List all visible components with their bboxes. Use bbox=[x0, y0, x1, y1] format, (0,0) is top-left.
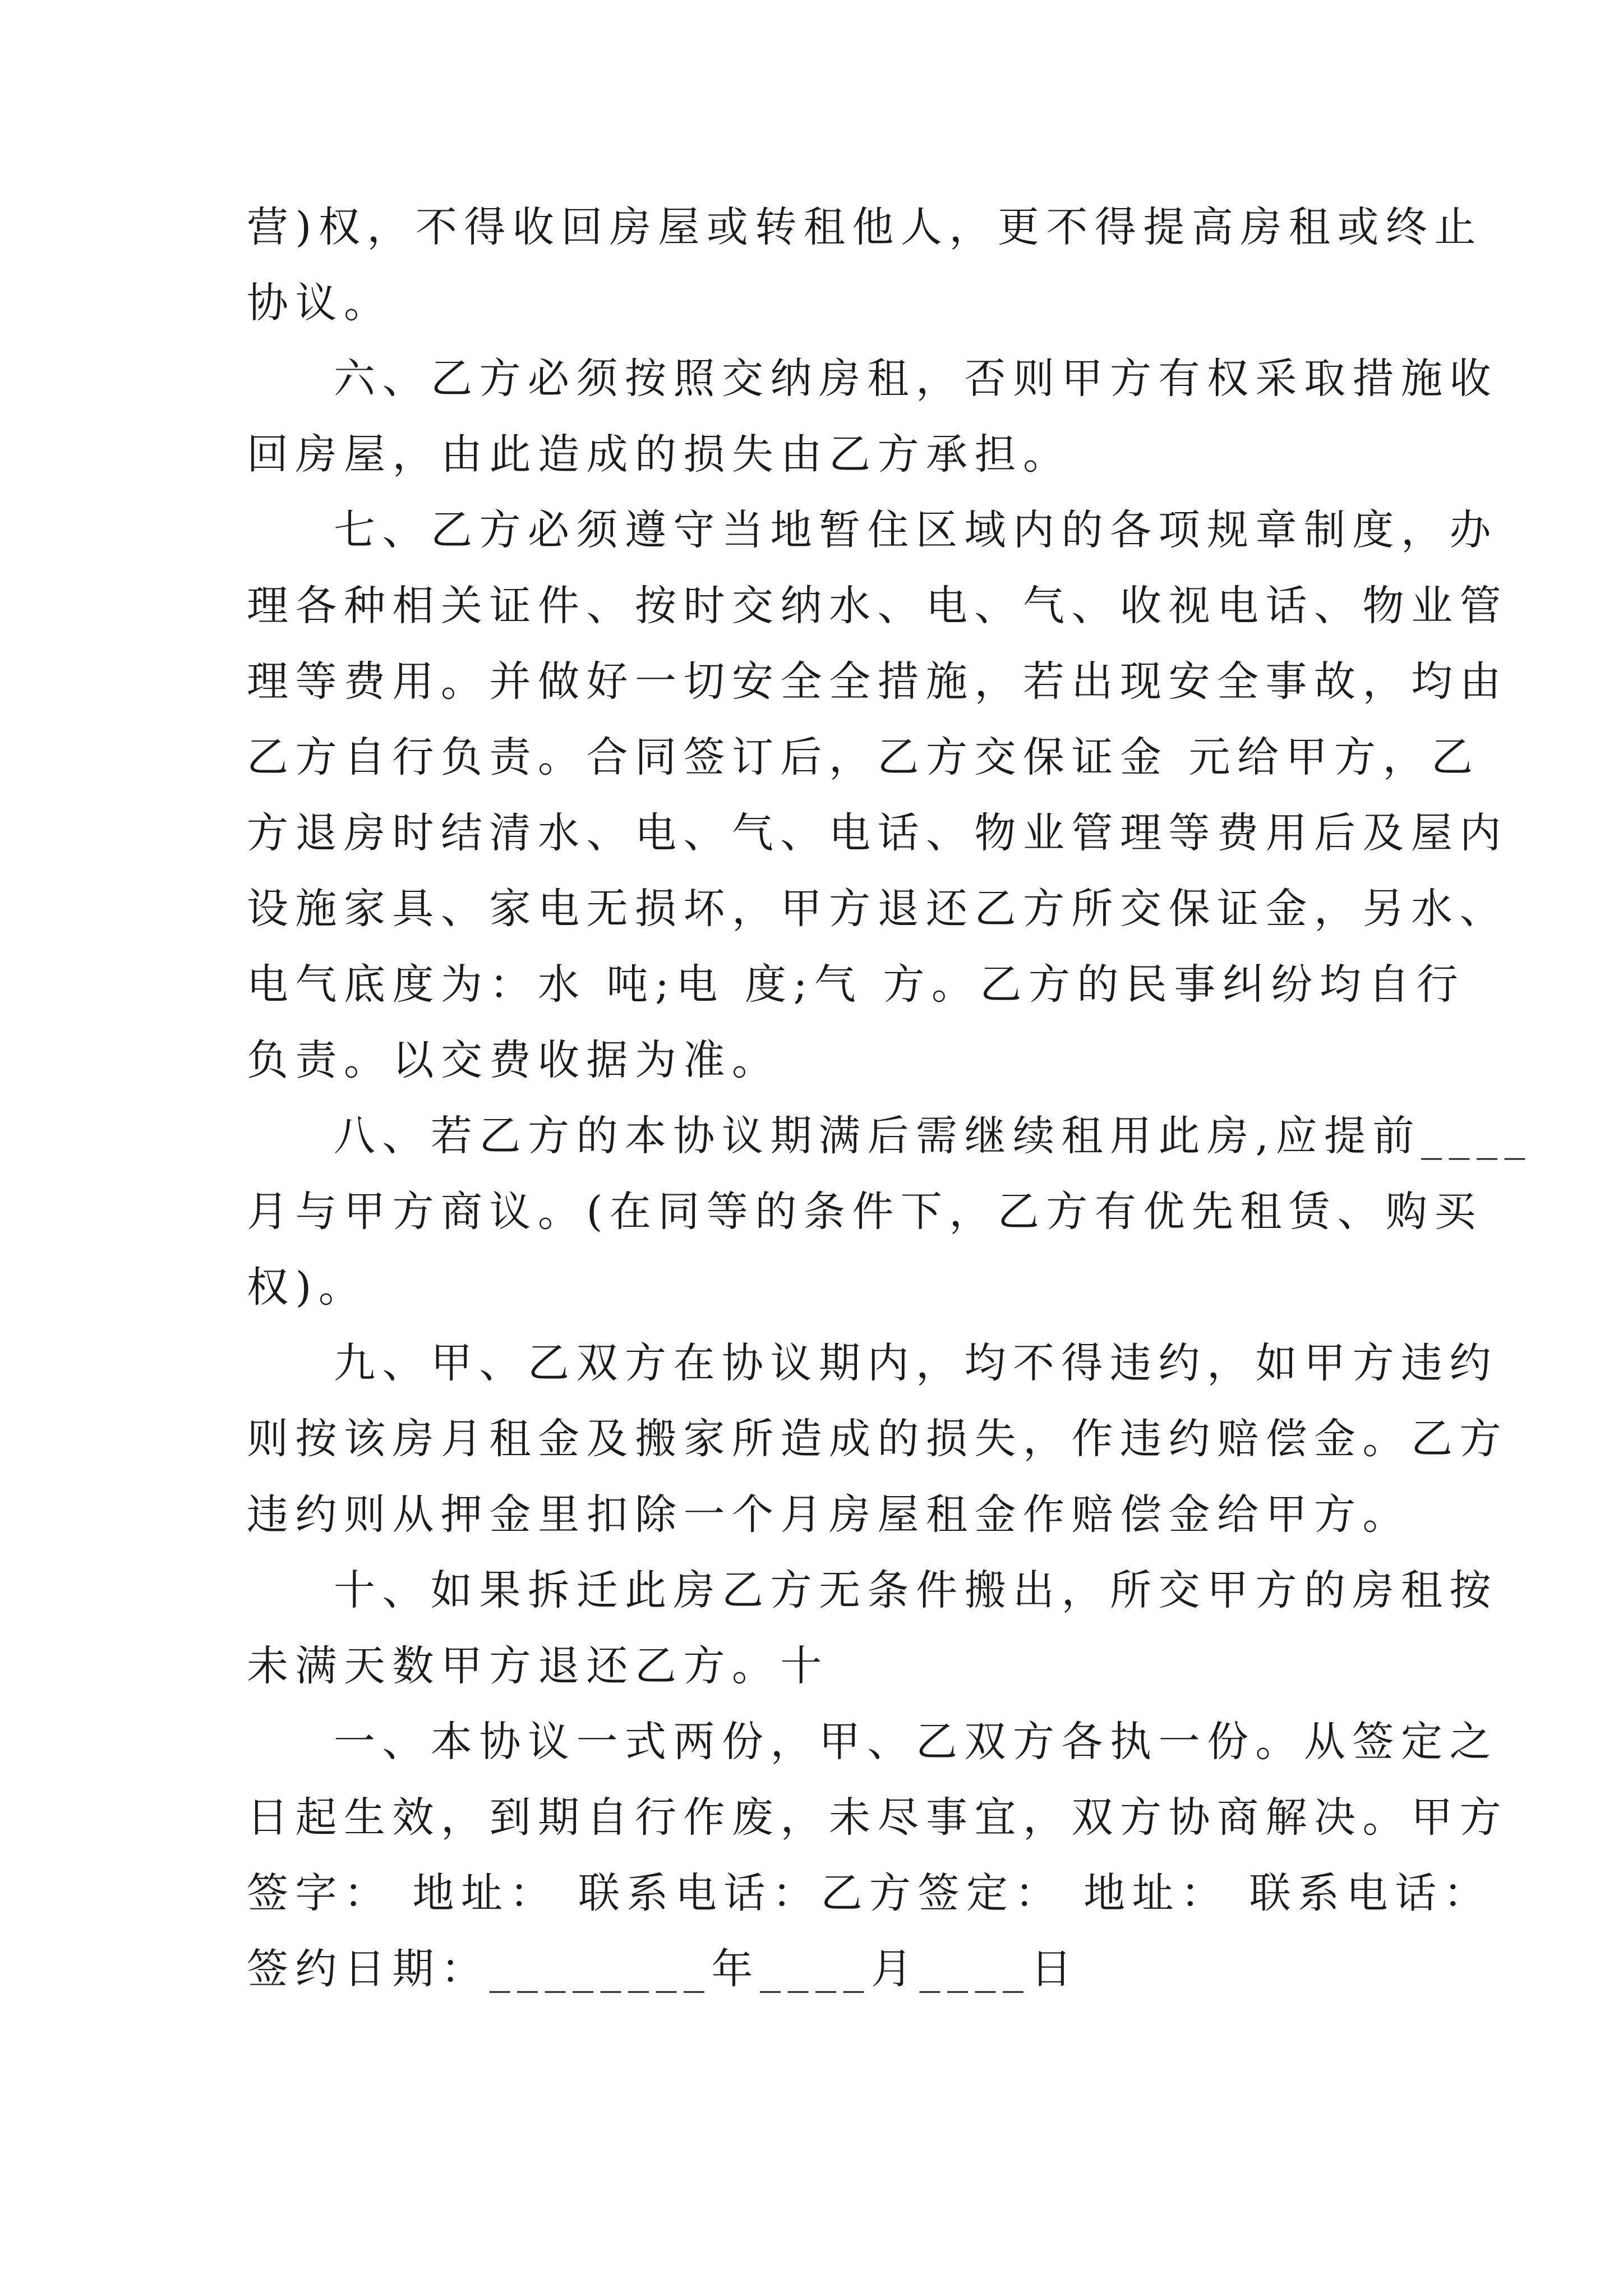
paragraph-line: 负责。以交费收据为准。 bbox=[247, 1036, 781, 1084]
clause-8-first-line: 八、若乙方的本协议期满后需继续租用此房,应提前____ bbox=[334, 1112, 1533, 1160]
paragraph-line: 设施家具、家电无损坏，甲方退还乙方所交保证金，另水、 bbox=[247, 885, 1508, 933]
paragraph-line: 日起生效，到期自行作废，未尽事宜，双方协商解决。甲方 bbox=[247, 1793, 1508, 1842]
clause-10-first-line: 十、如果拆迁此房乙方无条件搬出，所交甲方的房租按 bbox=[334, 1566, 1498, 1614]
clause-11-first-line: 一、本协议一式两份，甲、乙双方各执一份。从签定之 bbox=[334, 1718, 1498, 1766]
signature-fields-line: 签字： 地址： 联系电话：乙方签定： 地址： 联系电话： bbox=[247, 1869, 1492, 1917]
paragraph-line: 理等费用。并做好一切安全全措施，若出现安全事故，均由 bbox=[247, 657, 1508, 706]
paragraph-line: 营)权，不得收回房屋或转租他人，更不得提高房租或终止 bbox=[247, 203, 1483, 251]
paragraph-line: 则按该房月租金及搬家所造成的损失，作违约赔偿金。乙方 bbox=[247, 1415, 1508, 1463]
paragraph-line: 理各种相关证件、按时交纳水、电、气、收视电话、物业管 bbox=[247, 582, 1508, 630]
paragraph-line: 乙方自行负责。合同签订后，乙方交保证金 元给甲方，乙 bbox=[247, 733, 1480, 781]
signing-date-line: 签约日期：________年____月____日 bbox=[247, 1945, 1079, 1993]
paragraph-line: 权)。 bbox=[247, 1263, 367, 1312]
paragraph-line: 回房屋，由此造成的损失由乙方承担。 bbox=[247, 430, 1072, 478]
paragraph-line: 协议。 bbox=[247, 279, 393, 327]
clause-7-first-line: 七、乙方必须遵守当地暂住区域内的各项规章制度，办 bbox=[334, 506, 1498, 554]
clause-9-first-line: 九、甲、乙双方在协议期内，均不得违约，如甲方违约 bbox=[334, 1339, 1498, 1387]
paragraph-line: 违约则从押金里扣除一个月房屋租金作赔偿金给甲方。 bbox=[247, 1490, 1411, 1539]
paragraph-line: 未满天数甲方退还乙方。十 bbox=[247, 1642, 829, 1690]
paragraph-line: 月与甲方商议。(在同等的条件下，乙方有优先租赁、购买 bbox=[247, 1188, 1483, 1236]
paragraph-line: 方退房时结清水、电、气、电话、物业管理等费用后及屋内 bbox=[247, 809, 1508, 857]
paragraph-line: 电气底度为：水 吨;电 度;气 方。乙方的民事纠纷均自行 bbox=[247, 960, 1465, 1009]
clause-6-first-line: 六、乙方必须按照交纳房租，否则甲方有权采取措施收 bbox=[334, 355, 1498, 403]
